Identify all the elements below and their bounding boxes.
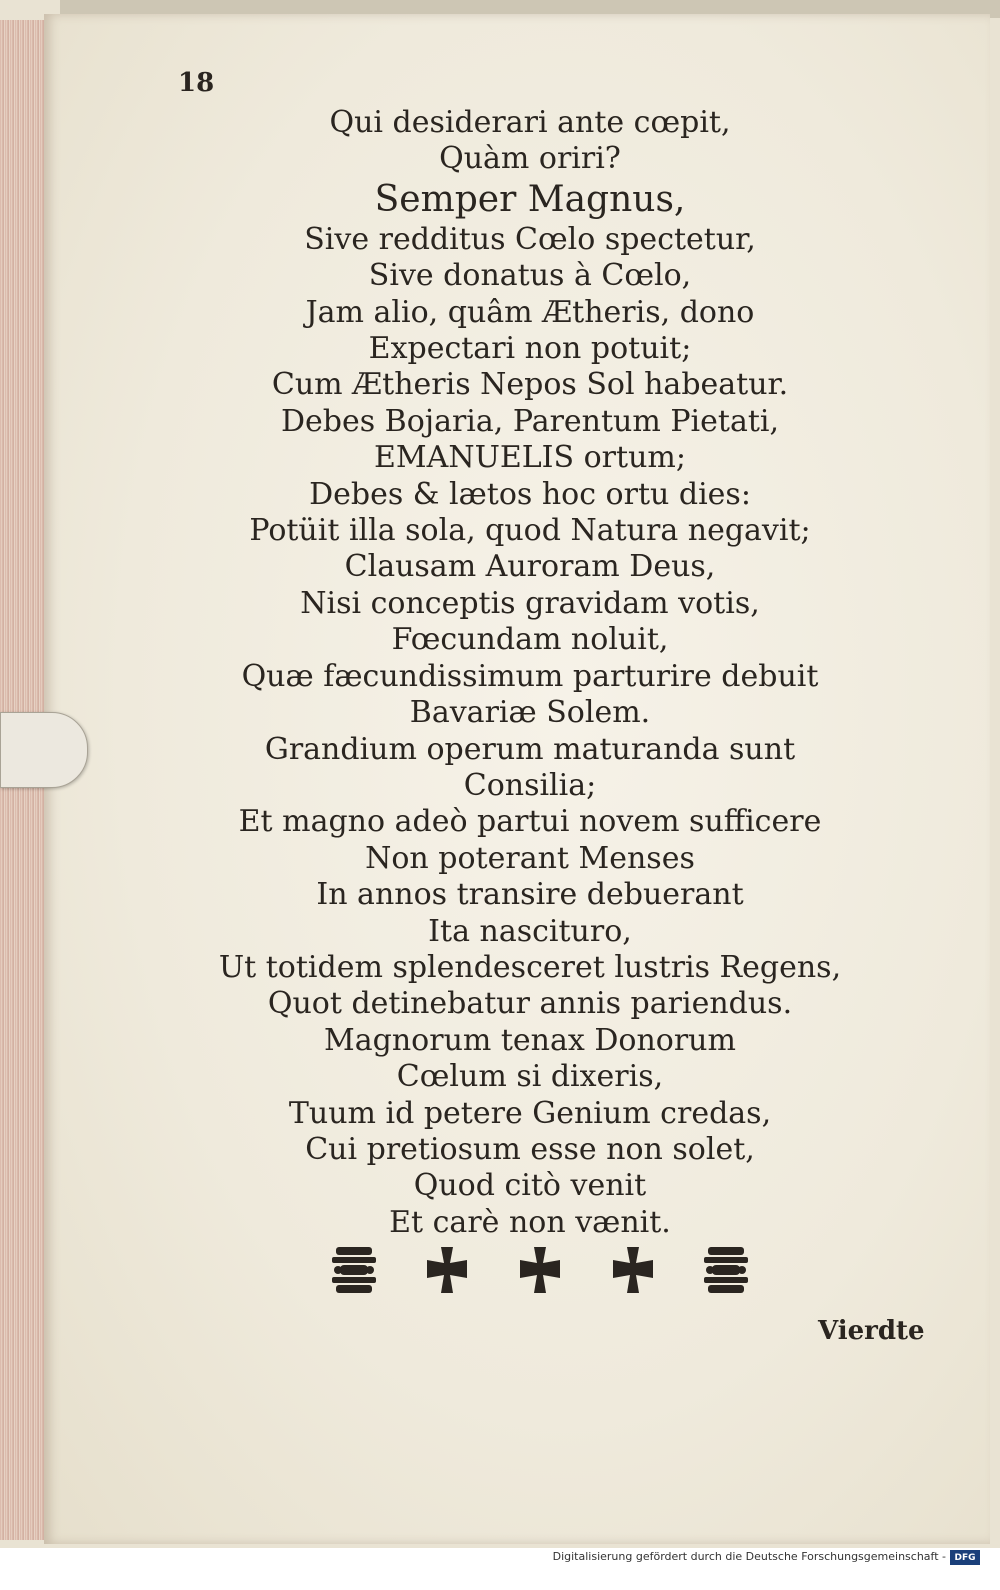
poem-line: Sive donatus à Cœlo, <box>368 258 692 294</box>
cross-icon <box>516 1243 564 1297</box>
dfg-logo-icon: DFG <box>950 1550 980 1565</box>
poem-line: Debes & lætos hoc ortu dies: <box>309 476 751 512</box>
catchword: Vierdte <box>818 1316 925 1346</box>
poem-line: EMANUELIS ortum; <box>374 440 686 476</box>
poem-line: Quàm oriri? <box>439 141 621 177</box>
poem-line: Qui desiderari ante cœpit, <box>329 105 731 140</box>
page-number: 18 <box>178 68 215 98</box>
poem-line: In annos transire debuerant <box>316 877 744 913</box>
ornament-row <box>330 1238 750 1302</box>
poem-line: Clausam Auroram Deus, <box>344 549 716 585</box>
cross-icon <box>609 1243 657 1297</box>
poem-line: Magnorum tenax Donorum <box>324 1022 736 1058</box>
fleuron-icon <box>330 1243 378 1297</box>
poem-line: Quot detinebatur annis pariendus. <box>267 986 793 1022</box>
digitization-credit: Digitalisierung gefördert durch die Deutsche Forschungsgemeinschaft - <box>552 1550 946 1563</box>
poem-line: Sive redditus Cœlo spectetur, <box>304 221 756 257</box>
poem-line: Fœcundam noluit, <box>391 622 669 658</box>
poem-line: Cum Ætheris Nepos Sol habeatur. <box>271 367 789 403</box>
poem-line: Quod citò venit <box>413 1168 647 1204</box>
poem-line: Nisi conceptis gravidam votis, <box>300 585 760 621</box>
poem-text <box>200 105 860 1241</box>
poem-line: Quæ fæcundissimum parturire debuit <box>241 658 819 694</box>
poem-line: Cœlum si dixeris, <box>396 1059 664 1095</box>
poem-line: Ita nascituro, <box>428 913 632 949</box>
poem-line: Bavariæ Solem. <box>409 695 651 731</box>
poem-line: Tuum id petere Genium credas, <box>288 1095 772 1131</box>
poem-line: Consilia; <box>463 767 597 803</box>
poem-line: Jam alio, quâm Ætheris, dono <box>305 294 755 330</box>
page-tab-marker[interactable] <box>0 712 88 788</box>
poem-line: Debes Bojaria, Parentum Pietati, <box>280 403 780 439</box>
poem-line: Grandium operum maturanda sunt <box>264 731 796 767</box>
poem-line: Ut totidem splendesceret lustris Regens, <box>218 949 842 985</box>
poem-line: Et carè non vænit. <box>389 1204 671 1240</box>
poem-line: Semper Magnus, <box>374 178 686 220</box>
poem-line: Non poterant Menses <box>365 840 695 876</box>
poem-line: Cui pretiosum esse non solet, <box>305 1131 755 1167</box>
fleuron-icon <box>702 1243 750 1297</box>
poem-line: Potüit illa sola, quod Natura negavit; <box>249 513 811 549</box>
cross-icon <box>423 1243 471 1297</box>
poem-line: Expectari non potuit; <box>368 331 692 367</box>
poem-line: Et magno adeò partui novem sufficere <box>238 804 822 840</box>
